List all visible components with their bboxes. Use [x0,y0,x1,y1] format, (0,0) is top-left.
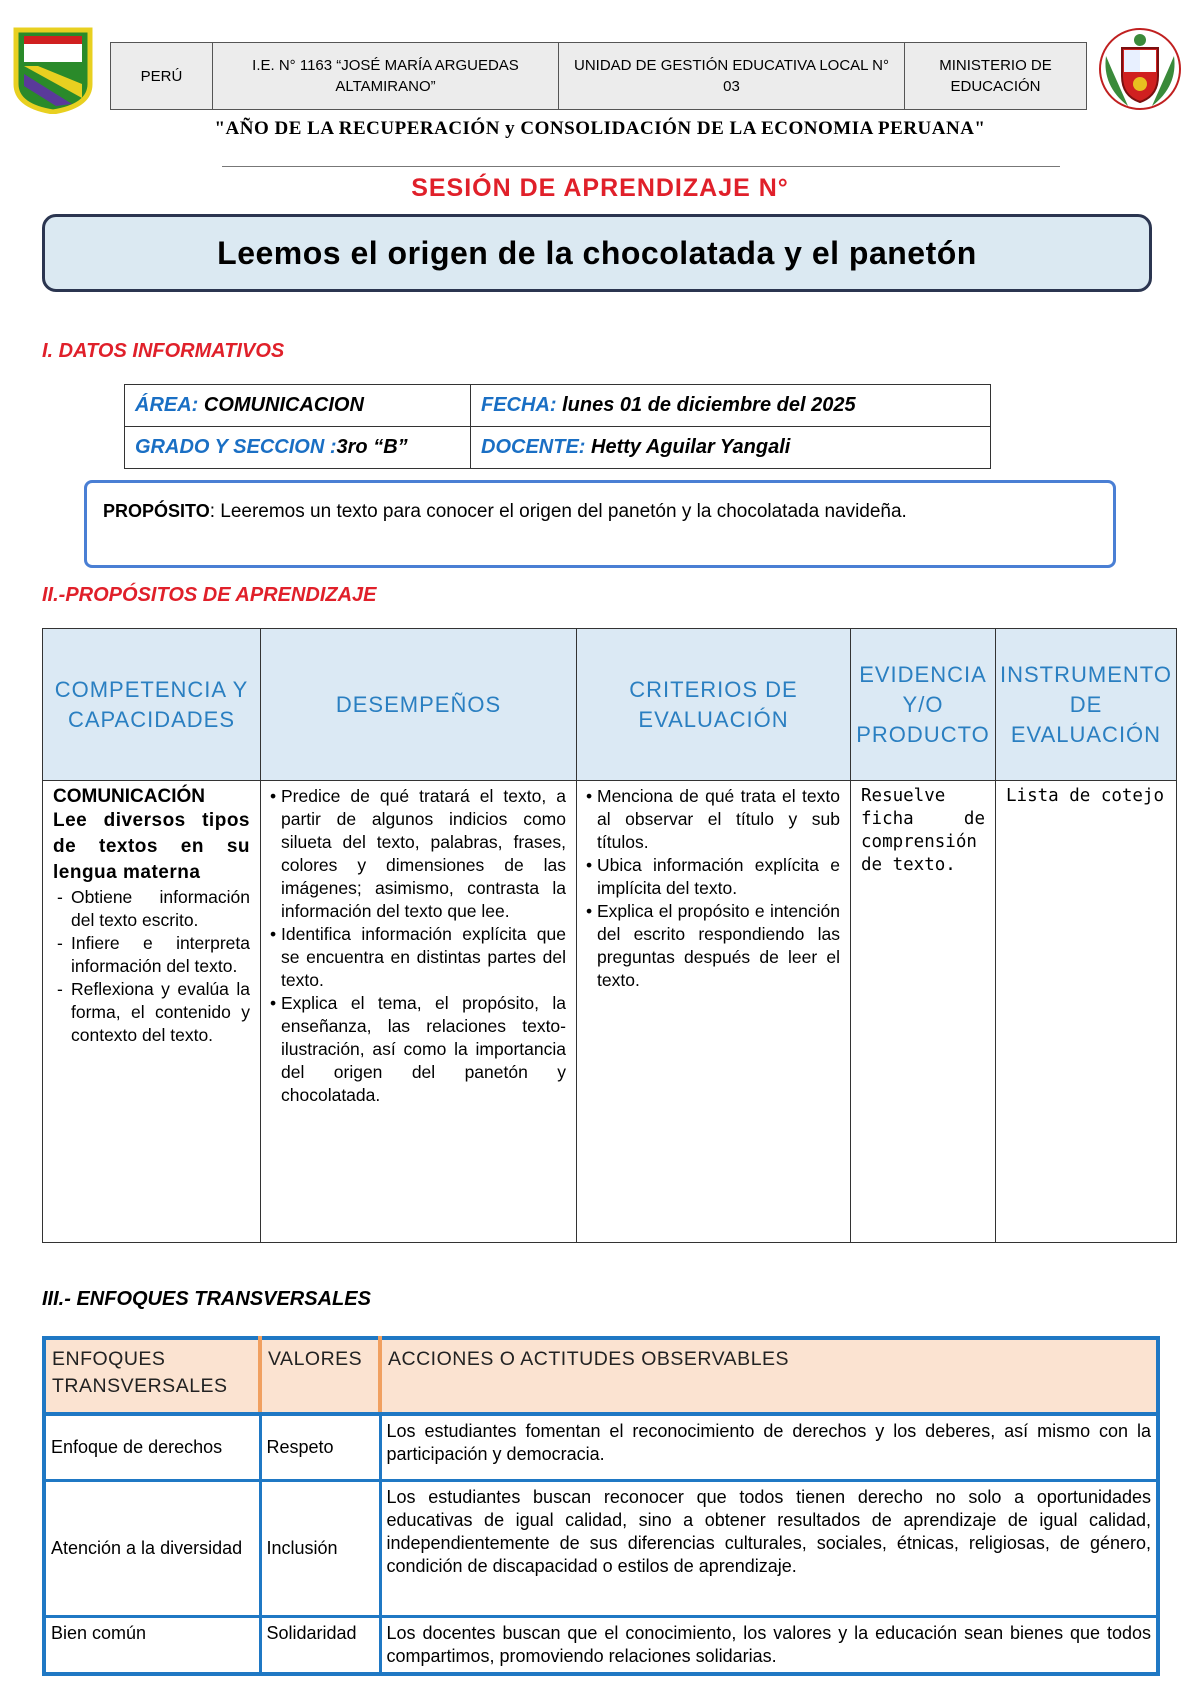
header-table [110,42,1087,110]
section2-title [42,584,377,607]
header-desempenos: DESEMPEÑOS [261,629,577,781]
header-ugel: UNIDAD DE GESTIÓN EDUCATIVA LOCAL N° 03 [559,43,905,110]
list-item: • Menciona de qué trata el texto al observar el título y sub títulos. [589,785,840,854]
enfoque-cell: Enfoque de derechos [44,1414,260,1480]
list-item: • Explica el tema, el propósito, la enseñanza, las relaciones texto-ilustración, así como la importancia del origen del panetón y chocolatada. [273,992,566,1107]
propositos-table [42,628,1177,1243]
header-competencia: COMPETENCIA Y CAPACIDADES [43,629,261,781]
datos-table [124,384,991,469]
peru-coat-of-arms [1098,26,1182,112]
list-item: • Predice de qué tratará el texto, a partir de algunos indicios como silueta del texto, palabras, frases, colores y dimensiones de las imágenes; asimismo, contrasta la información del texto que lee. [273,785,566,923]
section3-title: III.- ENFOQUES TRANSVERSALES [42,1288,371,1310]
competencia-cell [43,781,261,1243]
header-enfoques: ENFOQUES TRANSVERSALES [44,1338,260,1414]
header-criterios: CRITERIOS DE EVALUACIÓN [577,629,851,781]
criterios-list [587,785,840,992]
area-value: COMUNICACION [198,394,364,416]
purpose-box [84,480,1116,568]
competencia-area: COMUNICACIÓN [53,786,205,807]
divider [222,166,1060,167]
section1-title: I. DATOS INFORMATIVOS [42,340,285,362]
header-country: PERÚ [111,43,213,110]
header-acciones: ACCIONES O ACTITUDES OBSERVABLES [380,1338,1158,1414]
header-ministry: MINISTERIO DE EDUCACIÓN [905,43,1087,110]
enfoques-table [42,1336,1160,1676]
accion-cell: Los docentes buscan que el conocimiento, los valores y la educación sean bienes que todos compartimos, promoviendo relaciones solidarias. [380,1616,1158,1674]
area-cell [125,385,471,427]
lesson-title: Leemos el origen de la chocolatada y el panetón [42,214,1152,292]
purpose-label: PROPÓSITO [103,501,210,521]
accion-cell: Los estudiantes buscan reconocer que todos tienen derecho no solo a oportunidades educativas de igual calidad, sino a obtener resultados de aprendizaje de igual calidad, independientemente de sus diferencias culturales, sociales, étnicas, religiosas, de género, condición de discapacidad o estilos de aprendizaje. [380,1480,1158,1616]
fecha-value: lunes 01 de diciembre del 2025 [556,394,856,416]
grado-cell [125,427,471,469]
capacidades-list [53,886,250,1047]
table-row [44,1414,1158,1480]
header-evidencia: EVIDENCIA Y/O PRODUCTO [851,629,996,781]
year-motto: "AÑO DE LA RECUPERACIÓN y CONSOLIDACIÓN DE LA ECONOMIA PERUANA" [214,118,986,139]
header-instrumento: INSTRUMENTO DE EVALUACIÓN [996,629,1177,781]
grado-value: 3ro “B” [336,436,408,458]
header-valores: VALORES [260,1338,380,1414]
school-logo [12,26,94,114]
list-item: - Obtiene información del texto escrito. [53,886,250,932]
enfoque-cell: Bien común [44,1616,260,1674]
list-item: • Ubica información explícita e implícita del texto. [589,854,840,900]
list-item: - Reflexiona y evalúa la forma, el contenido y contexto del texto. [53,978,250,1047]
evidencia-cell: Resuelve ficha de comprensión de texto. [851,781,996,1243]
section2-title-text: PROPÓSITOS DE APRENDIZAJE [65,584,377,606]
valor-cell: Respeto [260,1414,380,1480]
competencia-name: Lee diversos tipos de textos en su lengua materna [53,810,250,883]
area-label: ÁREA: [135,394,199,416]
list-item: • Identifica información explícita que se encuentra en distintas partes del texto. [273,923,566,992]
session-title: SESIÓN DE APRENDIZAJE N° [411,174,789,202]
list-item: • Explica el propósito e intención del escrito respondiendo las preguntas después de leer el texto. [589,900,840,992]
fecha-cell [471,385,991,427]
list-item: - Infiere e interpreta información del texto. [53,932,250,978]
table-row [44,1480,1158,1616]
fecha-label: FECHA: [481,394,557,416]
docente-label: DOCENTE: [481,436,586,458]
criterios-cell [577,781,851,1243]
desempenos-cell [261,781,577,1243]
desempenos-list [271,785,566,1107]
instrumento-cell: Lista de cotejo [996,781,1177,1243]
docente-cell [471,427,991,469]
purpose-text: : Leeremos un texto para conocer el origen del panetón y la chocolatada navideña. [209,501,907,522]
accion-cell: Los estudiantes fomentan el reconocimiento de derechos y los deberes, así mismo con la participación y democracia. [380,1414,1158,1480]
grado-label: GRADO Y SECCION : [135,436,337,458]
table-row [44,1616,1158,1674]
header-school: I.E. N° 1163 “JOSÉ MARÍA ARGUEDAS ALTAMIRANO” [213,43,559,110]
valor-cell: Inclusión [260,1480,380,1616]
docente-value: Hetty Aguilar Yangali [585,436,791,458]
enfoque-cell: Atención a la diversidad [44,1480,260,1616]
section2-prefix: II.- [42,584,66,606]
valor-cell: Solidaridad [260,1616,380,1674]
